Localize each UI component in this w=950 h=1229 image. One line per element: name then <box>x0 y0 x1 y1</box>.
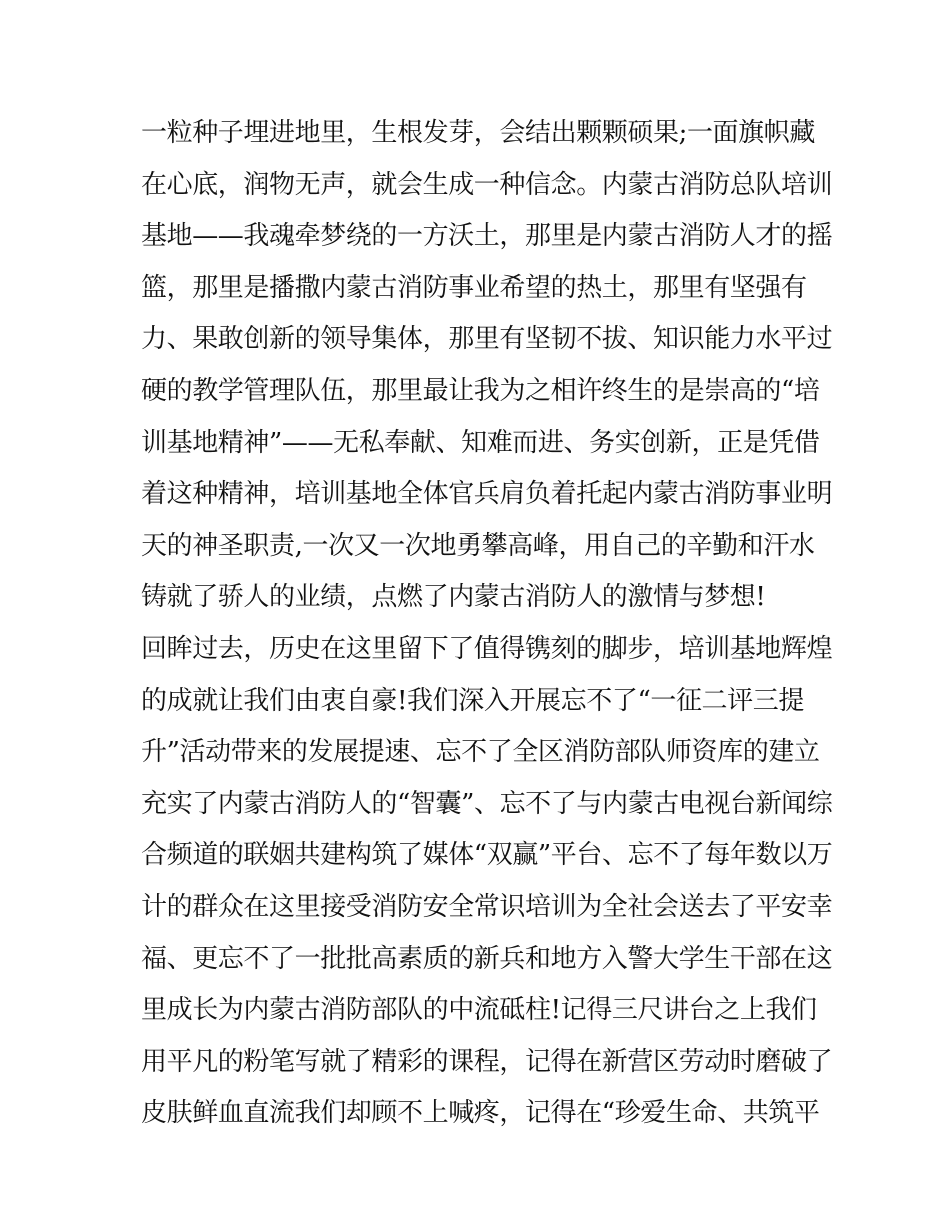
text-line: 福、更忘不了一批批高素质的新兵和地方入警大学生干部在这 <box>141 943 833 974</box>
text-line: 训基地精神”——无私奉献、知难而进、务实创新，正是凭借 <box>141 427 820 458</box>
text-line: 篮，那里是播撒内蒙古消防事业希望的热土，那里有坚强有 <box>141 272 807 303</box>
text-line: 硬的教学管理队伍，那里最让我为之相许终生的是崇高的“培 <box>141 375 820 406</box>
text-line: 用平凡的粉笔写就了精彩的课程，记得在新营区劳动时磨破了 <box>141 1046 833 1077</box>
text-line: 在心底，润物无声，就会生成一种信念。内蒙古消防总队培训 <box>141 169 833 200</box>
text-line: 着这种精神，培训基地全体官兵肩负着托起内蒙古消防事业明 <box>141 479 833 510</box>
text-line: 一粒种子埋进地里，生根发芽，会结出颗颗硕果;一面旗帜藏 <box>141 118 815 148</box>
text-line: 的成就让我们由衷自豪!我们深入开展忘不了“一征二评三提 <box>141 685 804 716</box>
text-line: 里成长为内蒙古消防部队的中流砥柱!记得三尺讲台之上我们 <box>141 995 817 1026</box>
text-line: 力、果敢创新的领导集体，那里有坚韧不拔、知识能力水平过 <box>141 324 833 355</box>
text-line: 计的群众在这里接受消防安全常识培训为全社会送去了平安幸 <box>141 891 833 922</box>
text-line: 皮肤鲜血直流我们却顾不上喊疼，记得在“珍爱生命、共筑平 <box>141 1098 820 1129</box>
text-line: 铸就了骄人的业绩，点燃了内蒙古消防人的激情与梦想! <box>141 582 766 613</box>
text-line: 合频道的联姻共建构筑了媒体“双赢”平台、忘不了每年数以万 <box>141 840 833 871</box>
text-line: 升”活动带来的发展提速、忘不了全区消防部队师资库的建立 <box>141 737 820 768</box>
text-line: 回眸过去，历史在这里留下了值得镌刻的脚步，培训基地辉煌 <box>141 633 833 664</box>
text-line: 充实了内蒙古消防人的“智囊”、忘不了与内蒙古电视台新闻综 <box>141 788 833 819</box>
text-line: 基地——我魂牵梦绕的一方沃土，那里是内蒙古消防人才的摇 <box>141 221 833 252</box>
text-line: 天的神圣职责,一次又一次地勇攀高峰，用自己的辛勤和汗水 <box>141 530 815 561</box>
body-text <box>141 108 833 1140</box>
